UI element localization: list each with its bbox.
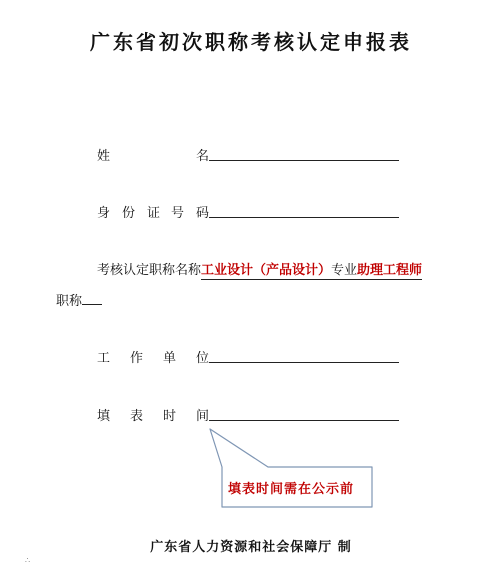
certification-line2-text: 职称 bbox=[56, 294, 83, 309]
date-label-char-3: 时 bbox=[163, 409, 177, 424]
name-label-char-1: 姓 bbox=[97, 149, 111, 164]
unit-label-char-2: 作 bbox=[130, 351, 144, 366]
paragraph-mark-icon: ∴ bbox=[25, 556, 31, 565]
date-label-char-4: 间 bbox=[196, 409, 210, 424]
id-label-char-2: 份 bbox=[122, 206, 136, 221]
id-label-char-1: 身 bbox=[97, 206, 111, 221]
certification-title-name: 助理工程师 bbox=[357, 263, 423, 278]
date-label-char-1: 填 bbox=[97, 409, 111, 424]
name-label-char-2: 名 bbox=[196, 149, 210, 164]
id-label-char-3: 证 bbox=[147, 206, 161, 221]
certification-major: 工业设计（产品设计） bbox=[201, 263, 332, 278]
unit-label-char-1: 工 bbox=[97, 351, 111, 366]
callout-text: 填表时间需在公示前 bbox=[228, 482, 355, 497]
certification-label: 考核认定职称名称 bbox=[97, 263, 202, 278]
footer-issuer: 广东省人力资源和社会保障厅 制 bbox=[150, 540, 352, 555]
unit-label-char-4: 位 bbox=[196, 351, 210, 366]
page-title: 广东省初次职称考核认定申报表 bbox=[90, 30, 412, 54]
certification-major-suffix: 专业 bbox=[331, 263, 358, 278]
id-label-char-5: 码 bbox=[196, 206, 210, 221]
date-label-char-2: 表 bbox=[130, 409, 144, 424]
id-label-char-4: 号 bbox=[171, 206, 185, 221]
unit-label-char-3: 单 bbox=[163, 351, 177, 366]
